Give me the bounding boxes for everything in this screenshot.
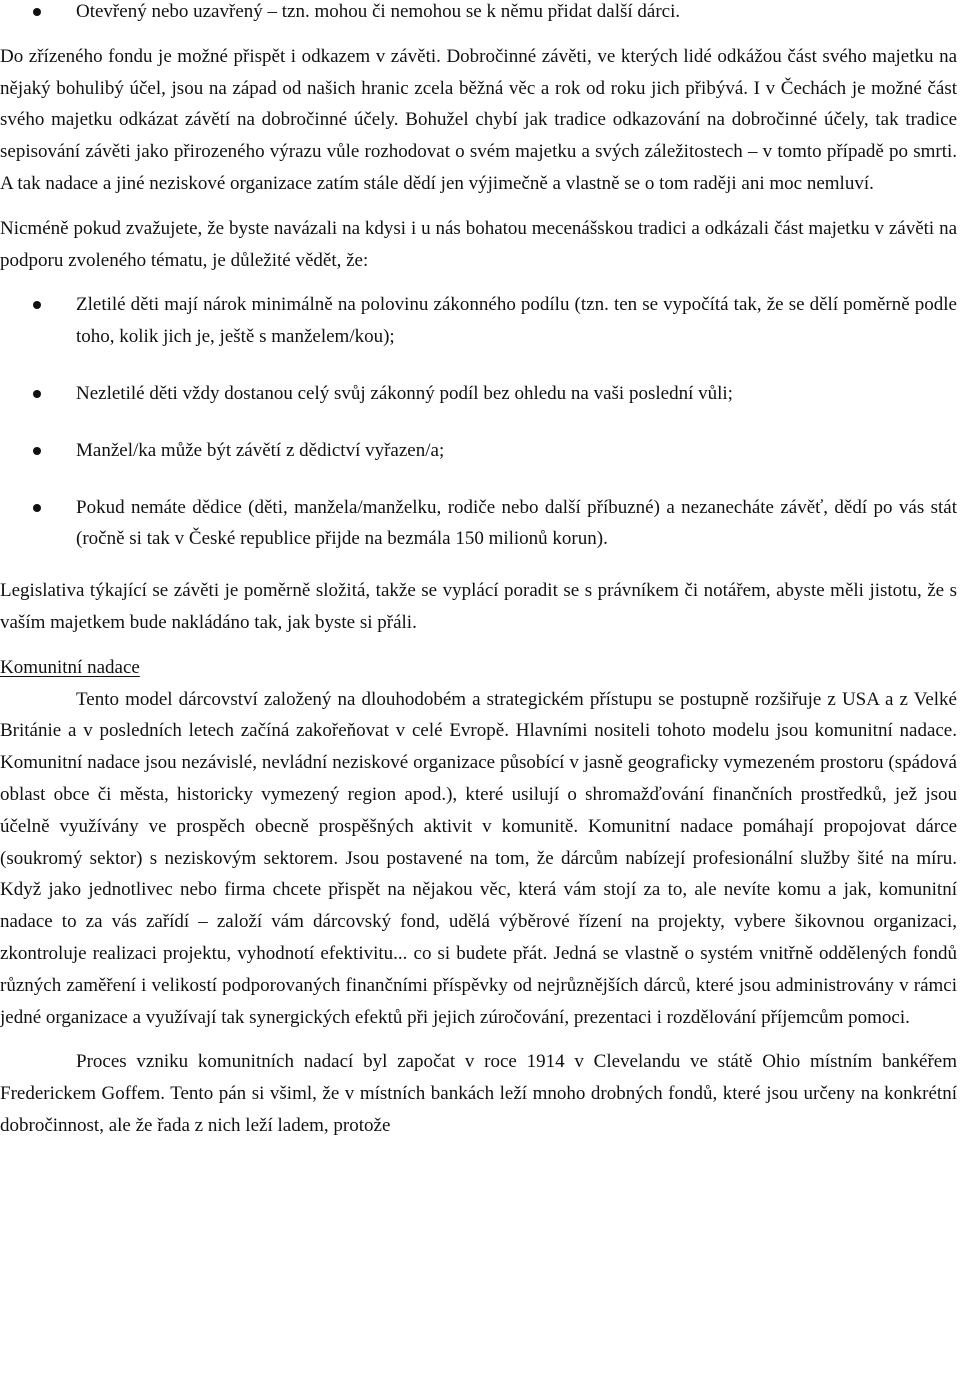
bullet-icon <box>33 504 41 512</box>
spacer <box>0 639 957 652</box>
list-item-text: Pokud nemáte dědice (děti, manžela/manželku, rodiče nebo další příbuzné) a nezanecháte závěť, dědí po vás stát (ročně si tak v České republice přijde na bezmála 150 milionů korun). <box>76 496 957 550</box>
bullet-icon <box>33 390 41 398</box>
list-item <box>0 378 957 410</box>
list-item-text: Manžel/ka může být závětí z dědictví vyřazen/a; <box>76 439 445 461</box>
list-item <box>0 0 957 28</box>
paragraph-consider: Nicméně pokud zvažujete, že byste navázali na kdysi i u nás bohatou mecenášskou tradici a odkázali část majetku v závěti na podporu zvoleného tématu, je důležité vědět, že: <box>0 217 957 271</box>
spacer <box>0 200 957 213</box>
list-item-text: Zletilé děti mají nárok minimálně na polovinu zákonného podílu (tzn. ten se vypočítá tak, že se dělí poměrně podle toho, kolik jich je, ještě s manželem/kou); <box>76 294 957 348</box>
paragraph-history: Proces vzniku komunitních nadací byl započat v roce 1914 v Clevelandu ve státě Ohio místním bankéřem Frederickem Goffem. Tento pán si všiml, že v místních bankách leží mnoho drobných fondů, které jsou určeny na konkrétní dobročinnost, ale že řada z nich leží ladem, protože <box>0 1051 957 1136</box>
paragraph-bequest: Do zřízeného fondu je možné přispět i odkazem v závěti. Dobročinné závěti, ve kterých lidé odkážou část svého majetku na nějaký bohulibý účel, jsou na západ od našich hranic zcela běžná věc a rok od roku jich přibývá. I v Čechách je možné část svého majetku odkázat závětí na dobročinné účely. Bohužel chybí jak tradice odkazování na dobročinné účely, tak tradice sepisování závěti jako přirozeného výrazu vůle rozhodovat o svém majetku a svých záležitostech – v tomto případě po smrti. A tak nadace a jiné neziskové organizace zatím stále dědí jen výjimečně a vlastně se o tom raději ani moc nemluví. <box>0 45 957 194</box>
list-item <box>0 435 957 467</box>
list-item-text: Otevřený nebo uzavřený – tzn. mohou či nemohou se k němu přidat další dárci. <box>76 1 681 22</box>
list-item-text: Nezletilé děti vždy dostanou celý svůj zákonný podíl bez ohledu na vaši poslední vůli; <box>76 382 733 404</box>
paragraph-legislation: Legislativa týkající se závěti je poměrně složitá, takže se vyplácí poradit se s právníkem či notářem, abyste měli jistotu, že s vaším majetkem bude nakládáno tak, jak byste si přáli. <box>0 580 957 633</box>
spacer <box>0 467 957 492</box>
paragraph-community: Tento model dárcovství založený na dlouhodobém a strategickém přístupu se postupně rozšiřuje z USA a z Velké Británie a v posledních letech začíná zakořeňovat v celé Evropě. Hlavními nositeli tohoto modelu jsou komunitní nadace. Komunitní nadace jsou nezávislé, nevládní neziskové organizace působící v jasně geograficky vymezeném prostoru (spádová oblast obce či města, historicky vymezený region apod.), které usilují o shromažďování finančních prostředků, jež jsou účelně využívány ve prospěch obecně prospěšných aktivit v komunitě. Komunitní nadace pomáhají propojovat dárce (soukromý sektor) s neziskovým sektorem. Jsou postavené na tom, že dárcům nabízejí profesionální služby šité na míru. Když jako jednotlivec nebo firma chcete přispět na nějakou věc, která vám stojí za to, ale nevíte komu a jak, komunitní nadace to za vás zařídí – založí vám dárcovský fond, udělá výběrové řízení na projekty, vybere šikovnou organizaci, zkontroluje realizaci projektu, vyhodnotí efektivitu... co si budete přát. Jedná se vlastně o systém vnitřně oddělených fondů různých zaměření i velikostí podporovaných finančními příspěvky od nejrůznějších dárců, které jsou administrovány v rámci jedné organizace a využívají tak synergických efektů při jejich zúročování, prezentaci i rozdělování příjemcům pomoci. <box>0 688 957 1028</box>
spacer <box>0 353 957 378</box>
list-item <box>0 289 957 353</box>
bullet-icon <box>33 8 41 16</box>
list-item <box>0 492 957 556</box>
section-heading: Komunitní nadace <box>0 656 140 678</box>
spacer <box>0 1033 957 1046</box>
spacer <box>0 555 957 575</box>
spacer <box>0 276 957 289</box>
spacer <box>0 28 957 41</box>
spacer <box>0 410 957 435</box>
bullet-icon <box>33 301 41 309</box>
bullet-icon <box>33 447 41 455</box>
